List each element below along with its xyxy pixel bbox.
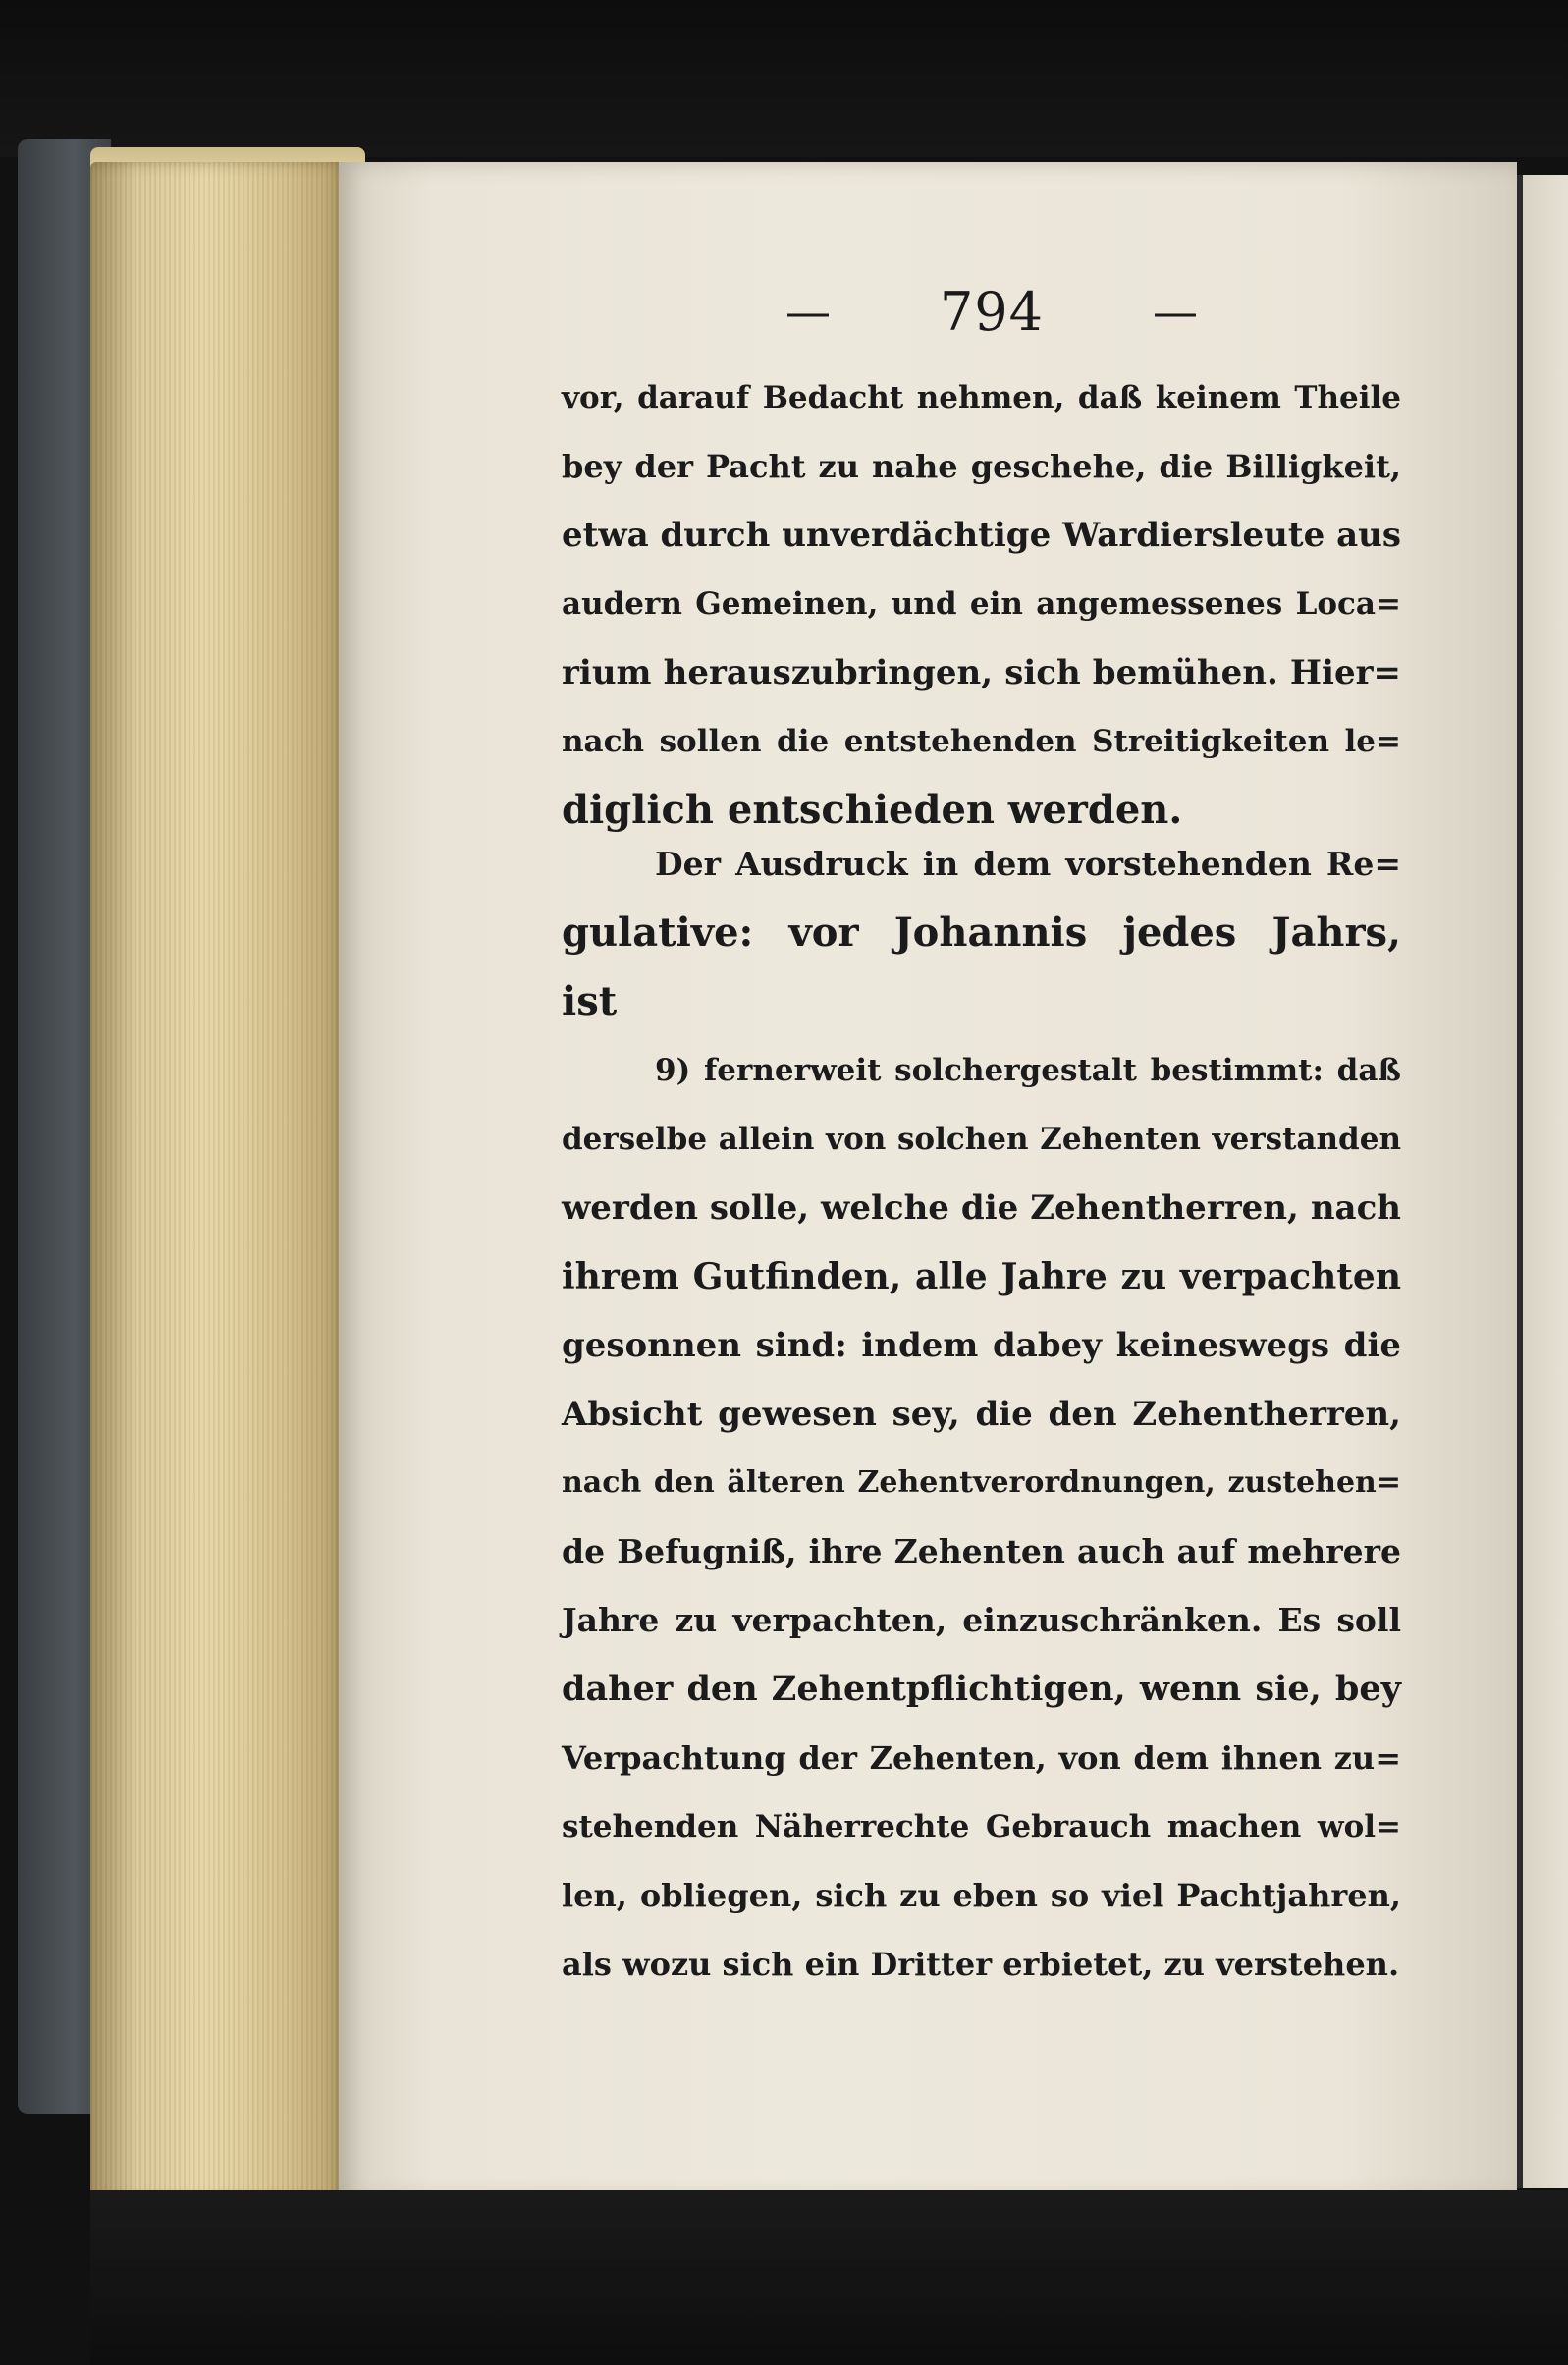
text-line: werden solle, welche die Zehentherren, nach — [562, 1188, 1401, 1228]
text-line: stehenden Näherrechte Gebrauch machen wol= — [562, 1809, 1401, 1844]
page-number: 794 — [939, 280, 1045, 343]
text-line: Absicht gewesen sey, die den Zehentherren, — [562, 1395, 1401, 1434]
gilt-page-edges — [90, 162, 348, 2200]
text-line: Jahre zu verpachten, einzuschränken. Es soll — [562, 1601, 1401, 1639]
text-line: audern Gemeinen, und ein angemessenes Loca= — [562, 586, 1401, 622]
facing-page-edge — [1517, 175, 1568, 2188]
text-line: 9) fernerweit solchergestalt bestimmt: daß — [655, 1053, 1401, 1088]
text-line: vor, darauf Bedacht nehmen, daß keinem Theile — [562, 380, 1401, 415]
background — [0, 0, 1568, 157]
paragraph-3 — [562, 1036, 1401, 1999]
text-line: ihrem Gutfinden, alle Jahre zu verpachten — [562, 1256, 1401, 1297]
text-line: Der Ausdruck in dem vorstehenden Re= — [655, 845, 1401, 883]
text-line: gulative: vor Johannis jedes Jahrs, — [562, 909, 1401, 956]
paragraph-2 — [562, 830, 1401, 1036]
running-head — [785, 277, 1198, 346]
text-line: nach sollen die entstehenden Streitigkeiten le= — [562, 724, 1401, 759]
text-line: bey der Pacht zu nahe geschehe, die Billigkeit, — [562, 448, 1401, 485]
text-line: als wozu sich ein Dritter erbietet, zu verstehen. — [562, 1946, 1400, 1983]
text-line: Verpachtung der Zehenten, von dem ihnen zu= — [562, 1739, 1401, 1777]
text-line: ist — [562, 978, 618, 1024]
table-surface — [90, 2190, 1568, 2365]
left-dash: — — [785, 285, 831, 338]
right-dash: — — [1152, 285, 1198, 338]
paragraph-1 — [562, 363, 1401, 845]
text-line: de Befugniß, ihre Zehenten auch auf mehrere — [562, 1532, 1401, 1570]
text-line: len, obliegen, sich zu eben so viel Pachtjahren, — [562, 1877, 1401, 1914]
text-line: gesonnen sind: indem dabey keineswegs die — [562, 1326, 1401, 1365]
text-line: rium herauszubringen, sich bemühen. Hier= — [562, 653, 1401, 692]
text-line: etwa durch unverdächtige Wardiersleute aus — [562, 516, 1401, 555]
text-line: nach den älteren Zehentverordnungen, zustehen= — [562, 1465, 1401, 1500]
text-line: derselbe allein von solchen Zehenten verstanden — [562, 1122, 1401, 1157]
text-line: diglich entschieden werden. — [562, 787, 1183, 833]
text-line: daher den Zehentpflichtigen, wenn sie, bey — [562, 1669, 1401, 1709]
